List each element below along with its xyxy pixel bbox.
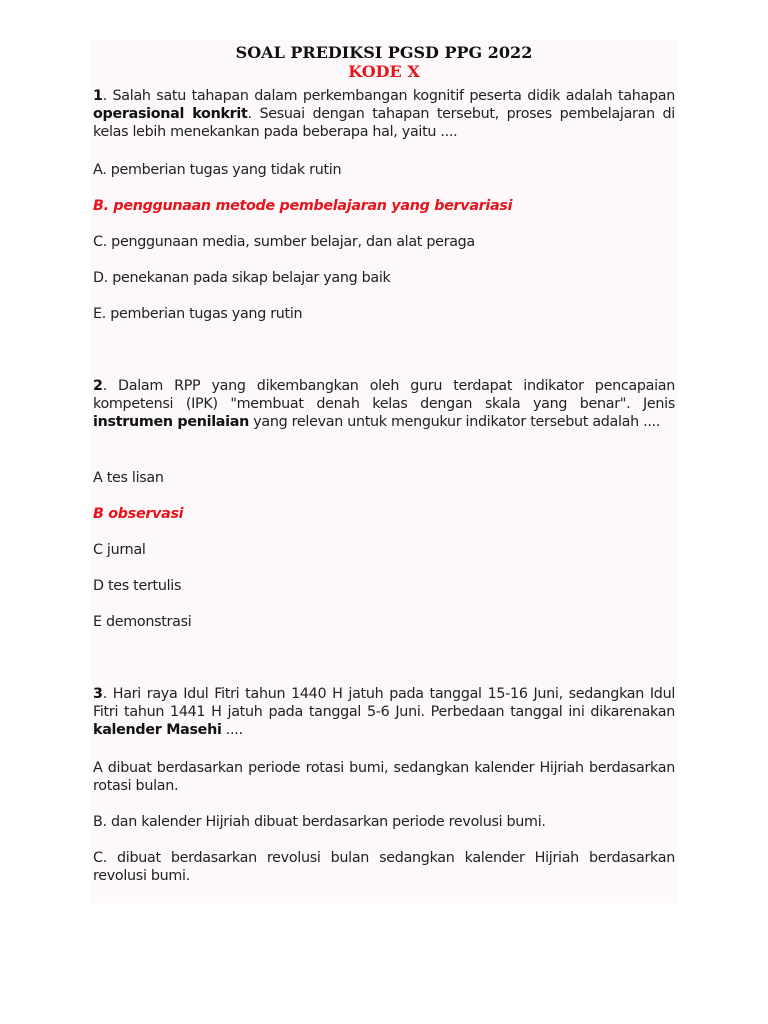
question-2-option-d: D tes tertulis	[93, 578, 182, 594]
question-1-option-e: E. pemberian tugas yang rutin	[93, 306, 303, 322]
document-page	[91, 40, 677, 903]
question-keyword: operasional konkrit	[93, 106, 248, 123]
question-2-option-c: C jurnal	[93, 542, 146, 558]
question-2-option-a: A tes lisan	[93, 470, 164, 486]
question-3-option-a: A dibuat berdasarkan periode rotasi bumi, sedangkan kalender Hijriah berdasarkan rotasi bulan.	[93, 760, 675, 795]
question-3-option-b: B. dan kalender Hijriah dibuat berdasarkan periode revolusi bumi.	[93, 814, 546, 830]
question-2-stem: 2. Dalam RPP yang dikembangkan oleh guru terdapat indikator pencapaian kompetensi (IPK) "membuat denah kelas dengan skala yang benar". Jenis instrumen penilaian yang relevan untuk mengukur indikator tersebut adalah ....	[93, 378, 675, 431]
question-number: 1	[93, 88, 103, 104]
question-1-option-b-correct: B. penggunaan metode pembelajaran yang bervariasi	[93, 198, 513, 214]
question-1-stem: 1. Salah satu tahapan dalam perkembangan kognitif peserta didik adalah tahapan operasional konkrit. Sesuai dengan tahapan tersebut, proses pembelajaran di kelas lebih menekankan pada beberapa hal, yaitu ....	[93, 88, 675, 141]
question-keyword: instrumen penilaian	[93, 414, 249, 431]
question-3-option-c: C. dibuat berdasarkan revolusi bulan sedangkan kalender Hijriah berdasarkan revolusi bumi.	[93, 850, 675, 885]
question-keyword: kalender Masehi	[93, 722, 222, 739]
question-1-option-a: A. pemberian tugas yang tidak rutin	[93, 162, 342, 178]
question-3-stem: 3. Hari raya Idul Fitri tahun 1440 H jatuh pada tanggal 15-16 Juni, sedangkan Idul Fitri tahun 1441 H jatuh pada tanggal 5-6 Juni. Perbedaan tanggal ini dikarenakan kalender Masehi ....	[93, 686, 675, 739]
question-1-option-d: D. penekanan pada sikap belajar yang baik	[93, 270, 391, 286]
question-number: 3	[93, 686, 103, 702]
question-2-option-b-correct: B observasi	[93, 506, 184, 522]
document-title: SOAL PREDIKSI PGSD PPG 2022	[235, 43, 533, 62]
document-code: KODE X	[348, 62, 420, 81]
question-1-option-c: C. penggunaan media, sumber belajar, dan alat peraga	[93, 234, 475, 250]
question-2-option-e: E demonstrasi	[93, 614, 192, 630]
question-number: 2	[93, 378, 103, 394]
